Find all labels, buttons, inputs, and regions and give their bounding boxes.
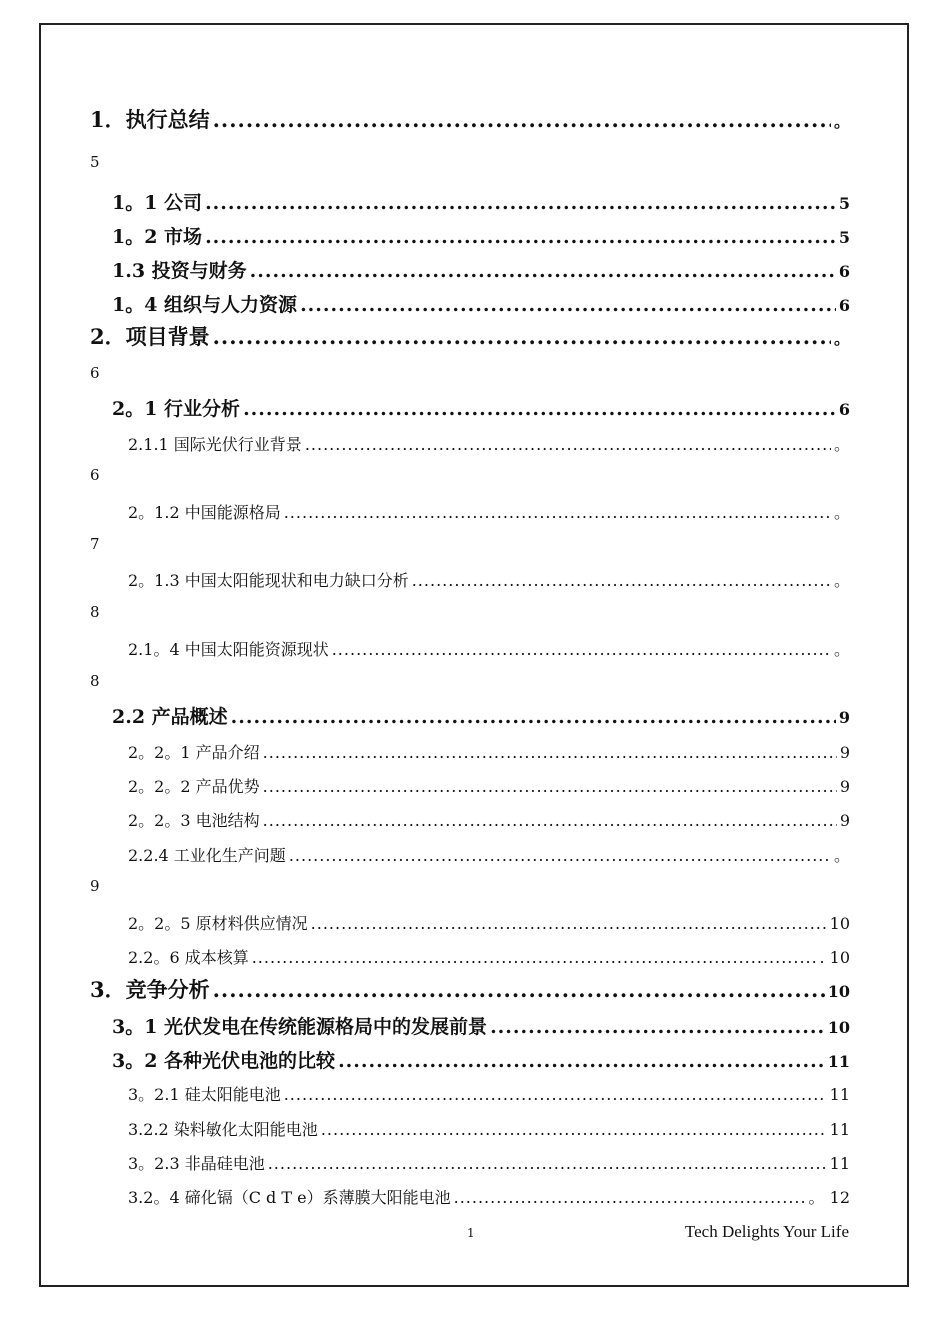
toc-entry-page: 6	[838, 400, 850, 419]
toc-leader-dots	[263, 811, 837, 830]
toc-entry-page: 。	[833, 640, 850, 659]
toc-entry-title: 1。1 公司	[112, 192, 203, 214]
toc-leader-dots	[311, 914, 827, 933]
toc-entry[interactable]	[112, 290, 850, 317]
toc-leader-dots	[268, 1154, 827, 1173]
toc-entry[interactable]	[128, 740, 850, 763]
toc-entry-title: 1。4 组织与人力资源	[112, 294, 298, 316]
toc-entry-title: 1.3 投资与财务	[112, 260, 247, 282]
toc-entry[interactable]	[112, 1046, 850, 1073]
toc-entry-title: 2。1 行业分析	[112, 398, 241, 420]
toc-entry-page: 5	[838, 228, 850, 247]
toc-entry[interactable]	[128, 808, 850, 831]
toc-leader-dots	[213, 977, 825, 1002]
toc-entry[interactable]	[128, 1082, 850, 1105]
toc-entry-title: 3。2 各种光伏电池的比较	[112, 1050, 336, 1072]
toc-leader-dots	[300, 294, 836, 316]
toc-entry-title: 2。2。2 产品优势	[128, 777, 260, 796]
toc-entry-page: 6	[838, 296, 850, 315]
toc-leader-dots	[231, 706, 836, 728]
toc-entry[interactable]	[112, 256, 850, 283]
toc-entry-page: 11	[829, 1120, 850, 1139]
toc-entry[interactable]	[90, 321, 850, 351]
toc-entry[interactable]	[128, 843, 850, 866]
toc-leader-dots	[321, 1120, 827, 1139]
toc-entry-title: 3.2.2 染料敏化太阳能电池	[128, 1120, 318, 1139]
toc-entry-page: 9	[838, 708, 850, 727]
toc-entry-page: 。	[833, 329, 850, 348]
toc-leader-dots	[284, 503, 831, 522]
toc-entry-page-wrapped: 8	[90, 603, 100, 621]
toc-leader-dots	[205, 192, 836, 214]
toc-leader-dots	[243, 398, 836, 420]
toc-entry-page: 9	[839, 811, 850, 830]
toc-entry-title: 2。2。5 原材料供应情况	[128, 914, 308, 933]
toc-entry[interactable]	[112, 188, 850, 215]
toc-entry-page-wrapped: 8	[90, 672, 100, 690]
toc-entry-page: 10	[827, 1018, 850, 1037]
toc-entry-title: 1．执行总结	[90, 107, 210, 132]
toc-entry-page-wrapped: 7	[90, 535, 100, 553]
toc-leader-dots	[250, 260, 836, 282]
toc-entry-page-wrapped: 9	[90, 877, 100, 895]
toc-entry-title: 2．项目背景	[90, 324, 210, 349]
toc-leader-dots	[252, 948, 817, 967]
toc-leader-dots	[338, 1050, 825, 1072]
toc-entry[interactable]	[128, 1185, 850, 1208]
toc-entry[interactable]	[112, 222, 850, 249]
toc-entry-title: 2。2。1 产品介绍	[128, 743, 260, 762]
toc-entry[interactable]	[90, 104, 850, 134]
footer-slogan: Tech Delights Your Life	[684, 1222, 849, 1241]
toc-entry[interactable]	[90, 974, 850, 1004]
toc-entry-page: 。	[833, 112, 850, 131]
toc-entry-title: 3。2.3 非晶硅电池	[128, 1154, 265, 1173]
footer-page-number: 1	[467, 1226, 475, 1240]
toc-entry-title: 2.2 产品概述	[112, 706, 228, 728]
toc-entry-page: 5	[838, 194, 850, 213]
toc-entry-title: 2.2。6 成本核算	[128, 948, 249, 967]
toc-entry[interactable]	[128, 568, 850, 591]
toc-entry-page: 10	[829, 914, 850, 933]
toc-entry[interactable]	[128, 1117, 850, 1140]
toc-entry-title: 2.2.4 工业化生产问题	[128, 846, 286, 865]
toc-entry-title: 2。2。3 电池结构	[128, 811, 260, 830]
toc-entry-page-wrapped: 5	[90, 153, 100, 171]
toc-entry-page: 6	[838, 262, 850, 281]
toc-entry[interactable]	[128, 637, 850, 660]
toc-entry-page-wrapped: 6	[90, 466, 100, 484]
toc-entry-title: 2.1.1 国际光伏行业背景	[128, 435, 302, 454]
toc-entry-title: 2。1.2 中国能源格局	[128, 503, 281, 522]
toc-leader-dots	[263, 777, 837, 796]
toc-leader-dots	[263, 743, 837, 762]
toc-entry-page: . 10	[819, 948, 850, 967]
toc-leader-dots	[205, 226, 836, 248]
toc-entry-page: 11	[829, 1154, 850, 1173]
toc-leader-dots	[213, 107, 831, 132]
toc-entry-page: 。	[833, 435, 850, 454]
toc-leader-dots	[213, 324, 831, 349]
toc-entry-page: 9	[839, 777, 850, 796]
toc-entry[interactable]	[112, 702, 850, 729]
toc-entry-title: 1。2 市场	[112, 226, 203, 248]
toc-entry-title: 2.1。4 中国太阳能资源现状	[128, 640, 329, 659]
toc-entry-page: 11	[827, 1052, 850, 1071]
toc-leader-dots	[284, 1085, 827, 1104]
toc-entry-page-wrapped: 6	[90, 364, 100, 382]
toc-leader-dots	[490, 1016, 825, 1038]
toc-entry-page: 。	[833, 503, 850, 522]
toc-leader-dots	[289, 846, 831, 865]
toc-entry-title: 3。1 光伏发电在传统能源格局中的发展前景	[112, 1016, 488, 1038]
toc-entry-page: 9	[839, 743, 850, 762]
toc-entry[interactable]	[128, 432, 850, 455]
toc-entry-title: 3。2.1 硅太阳能电池	[128, 1085, 281, 1104]
toc-entry-title: 2。1.3 中国太阳能现状和电力缺口分析	[128, 571, 409, 590]
toc-entry-page: 。 12	[808, 1188, 850, 1207]
toc-leader-dots	[412, 571, 831, 590]
toc-entry[interactable]	[128, 774, 850, 797]
toc-entry-title: 3．竞争分析	[90, 977, 210, 1002]
toc-entry[interactable]	[112, 394, 850, 421]
toc-entry[interactable]	[128, 500, 850, 523]
toc-entry-page: 11	[829, 1085, 850, 1104]
toc-leader-dots	[454, 1188, 806, 1207]
toc-leader-dots	[305, 435, 831, 454]
toc-entry[interactable]	[112, 1012, 850, 1039]
toc-entry[interactable]	[128, 945, 850, 968]
toc-entry-page: 。	[833, 571, 850, 590]
toc-entry[interactable]	[128, 1151, 850, 1174]
toc-entry-page: 10	[827, 982, 850, 1001]
toc-leader-dots	[332, 640, 831, 659]
toc-entry-title: 3.2。4 碲化镉（C d T e）系薄膜大阳能电池	[128, 1188, 451, 1207]
toc-entry-page: 。	[833, 846, 850, 865]
toc-entry[interactable]	[128, 911, 850, 934]
